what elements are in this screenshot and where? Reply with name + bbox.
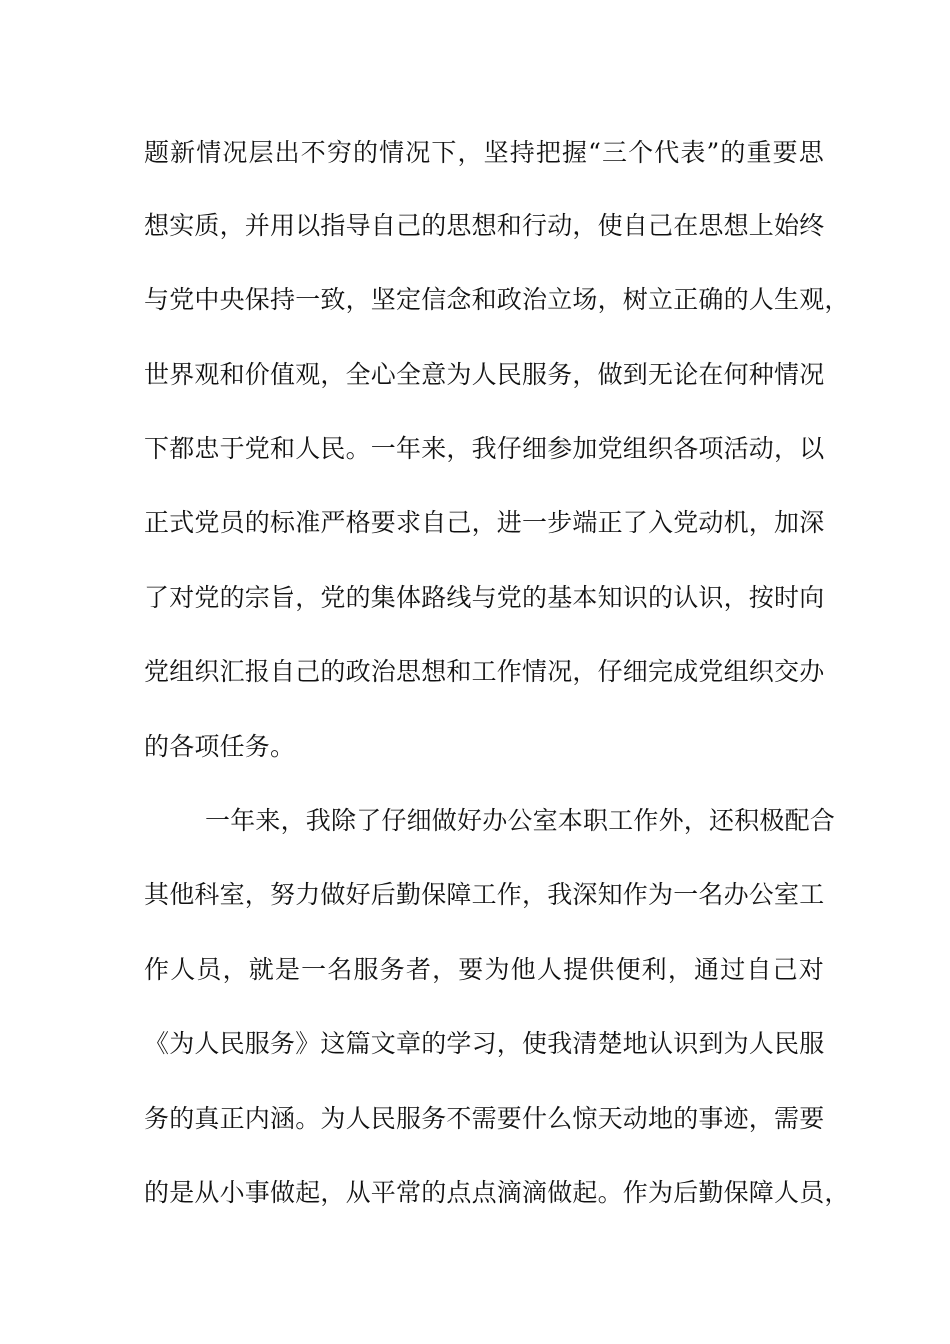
text-line: 其他科室，努力做好后勤保障工作，我深知作为一名办公室工: [144, 880, 825, 909]
text-line: 作人员，就是一名服务者，要为他人提供便利，通过自己对: [144, 955, 824, 984]
text-line: 想实质，并用以指导自己的思想和行动，使自己在思想上始终: [144, 211, 825, 240]
text-line: 的是从小事做起，从平常的点点滴滴做起。作为后勤保障人员，: [144, 1178, 850, 1207]
text-line: 世界观和价值观，全心全意为人民服务，做到无论在何种情况: [144, 360, 825, 389]
text-line: 正式党员的标准严格要求自己，进一步端正了入党动机，加深: [144, 508, 825, 537]
text-line: 《为人民服务》这篇文章的学习，使我清楚地认识到为人民服: [144, 1029, 825, 1058]
text-line: 务的真正内涵。为人民服务不需要什么惊天动地的事迹，需要: [144, 1104, 825, 1133]
text-line: 下都忠于党和人民。一年来，我仔细参加党组织各项活动，以: [144, 434, 825, 463]
text-line: 题新情况层出不穷的情况下，坚持把握“三个代表”的重要思: [144, 138, 824, 167]
text-line: 的各项任务。: [144, 732, 296, 761]
text-line: 了对党的宗旨，党的集体路线与党的基本知识的认识，按时向: [144, 583, 825, 612]
text-line: 与党中央保持一致，坚定信念和政治立场，树立正确的人生观，: [144, 285, 850, 314]
text-line: 党组织汇报自己的政治思想和工作情况，仔细完成党组织交办: [144, 657, 825, 686]
paragraph-first-line: 一年来，我除了仔细做好办公室本职工作外，还积极配合: [205, 806, 836, 835]
